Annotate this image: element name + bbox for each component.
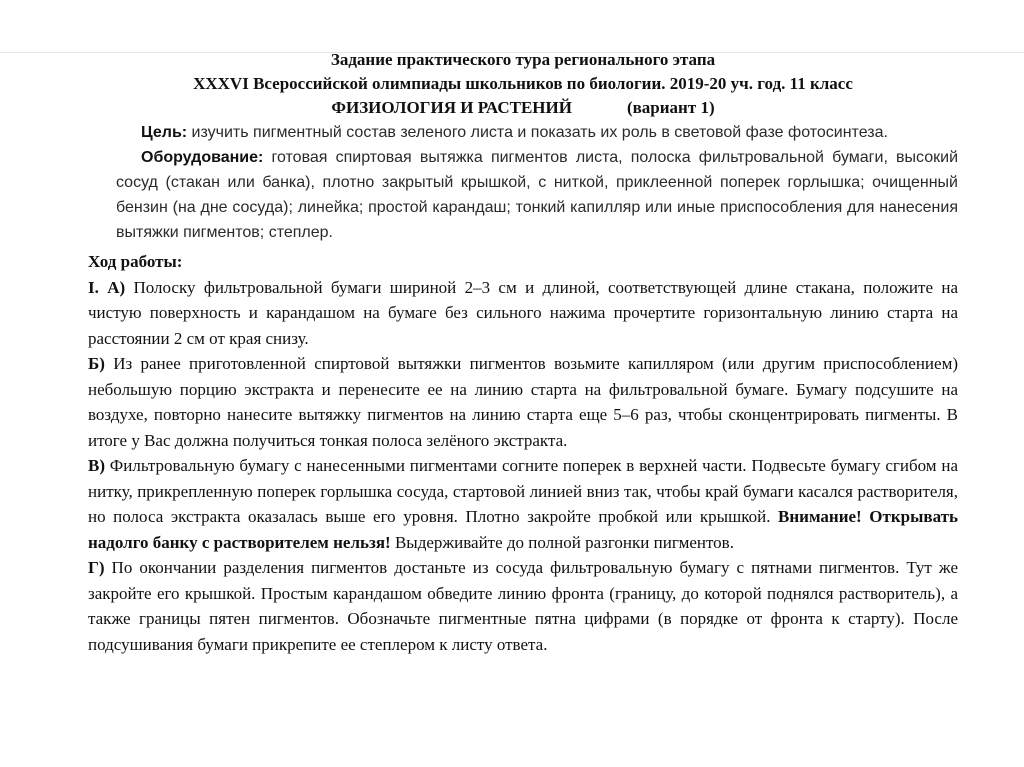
goal-paragraph bbox=[88, 120, 958, 145]
procedure-title: Ход работы: bbox=[88, 252, 183, 271]
step-v-tail: Выдерживайте до полной разгонки пигментов. bbox=[390, 532, 734, 552]
step-g-text: По окончании разделения пигментов достаньте из сосуда фильтровальную бумагу с пятнами пигментов. Тут же закройте его крышкой. Простым карандашом обведите линию фронта (границу, до которой поднялся растворитель), а также границы пятен пигментов. Обозначьте пигментные пятна цифрами (в порядке от фронта к старту). После подсушивания бумаги прикрепите ее степлером к листу ответа. bbox=[88, 558, 958, 654]
procedure-block bbox=[88, 249, 958, 657]
step-v-warning: Внимание! Открывать надолго банку с растворителем нельзя! bbox=[88, 507, 958, 552]
equipment-label: Оборудование: bbox=[141, 149, 264, 166]
variant-label: (вариант 1) bbox=[626, 98, 715, 117]
equipment-paragraph bbox=[88, 145, 958, 245]
step-v-text: Фильтровальную бумагу с нанесенными пигментами согните поперек в верхней части. Подвесьте бумагу сгибом на нитку, прикрепленную поперек горлышка сосуда, стартовой линией вниз так, чтобы край бумаги касался растворителя, но полоса экстракта оказалась выше его уровня. Плотно закройте пробкой или крышкой. bbox=[88, 456, 958, 526]
header-line-1: Задание практического тура регионального этапа bbox=[330, 50, 716, 69]
goal-text: изучить пигментный состав зеленого листа и показать их роль в световой фазе фотосинтеза. bbox=[187, 124, 888, 141]
step-a-text: Полоску фильтровальной бумаги шириной 2–3 см и длиной, соответствующей длине стакана, положите на чистую поверхность и карандашом на бумаге без сильного нажима прочертите горизонтальную линию старта на расстоянии 2 см от края снизу. bbox=[88, 277, 958, 348]
document-header bbox=[88, 48, 958, 120]
goal-label: Цель: bbox=[141, 124, 188, 141]
section-title: ФИЗИОЛОГИЯ И РАСТЕНИЙ bbox=[331, 98, 572, 117]
step-b-text: Из ранее приготовленной спиртовой вытяжки пигментов возьмите капилляром (или другим приспособлением) небольшую порцию экстракта и перенесите ее на линию старта на фильтровальной бумаге. Бумагу подсушите на воздухе, повторно нанесите вытяжку пигментов на линию старта еще 5–6 раз, чтобы сконцентрировать пигменты. В итоге у Вас должна получиться тонкая полоса зелёного экстракта. bbox=[88, 354, 958, 450]
step-b bbox=[88, 351, 958, 453]
step-g bbox=[88, 555, 958, 657]
step-v-label: В) bbox=[88, 456, 105, 475]
step-a bbox=[88, 275, 958, 352]
header-line-3 bbox=[88, 96, 958, 120]
equipment-text: готовая спиртовая вытяжка пигментов листа, полоска фильтровальной бумаги, высокий сосуд (стакан или банка), плотно закрытый крышкой, с ниткой, приклеенной поперек горлышка; очищенный бензин (на дне сосуда); линейка; простой карандаш; тонкий капилляр или иные приспособления для нанесения вытяжки пигментов; степлер. bbox=[116, 149, 958, 241]
step-b-label: Б) bbox=[88, 354, 105, 373]
step-v bbox=[88, 453, 958, 555]
step-a-label: I. А) bbox=[88, 277, 126, 297]
intro-block bbox=[88, 120, 958, 245]
header-line-2: XXXVI Всероссийской олимпиады школьников по биологии. 2019-20 уч. год. 11 класс bbox=[193, 74, 853, 93]
document-page bbox=[88, 48, 958, 657]
step-g-label: Г) bbox=[88, 558, 105, 577]
